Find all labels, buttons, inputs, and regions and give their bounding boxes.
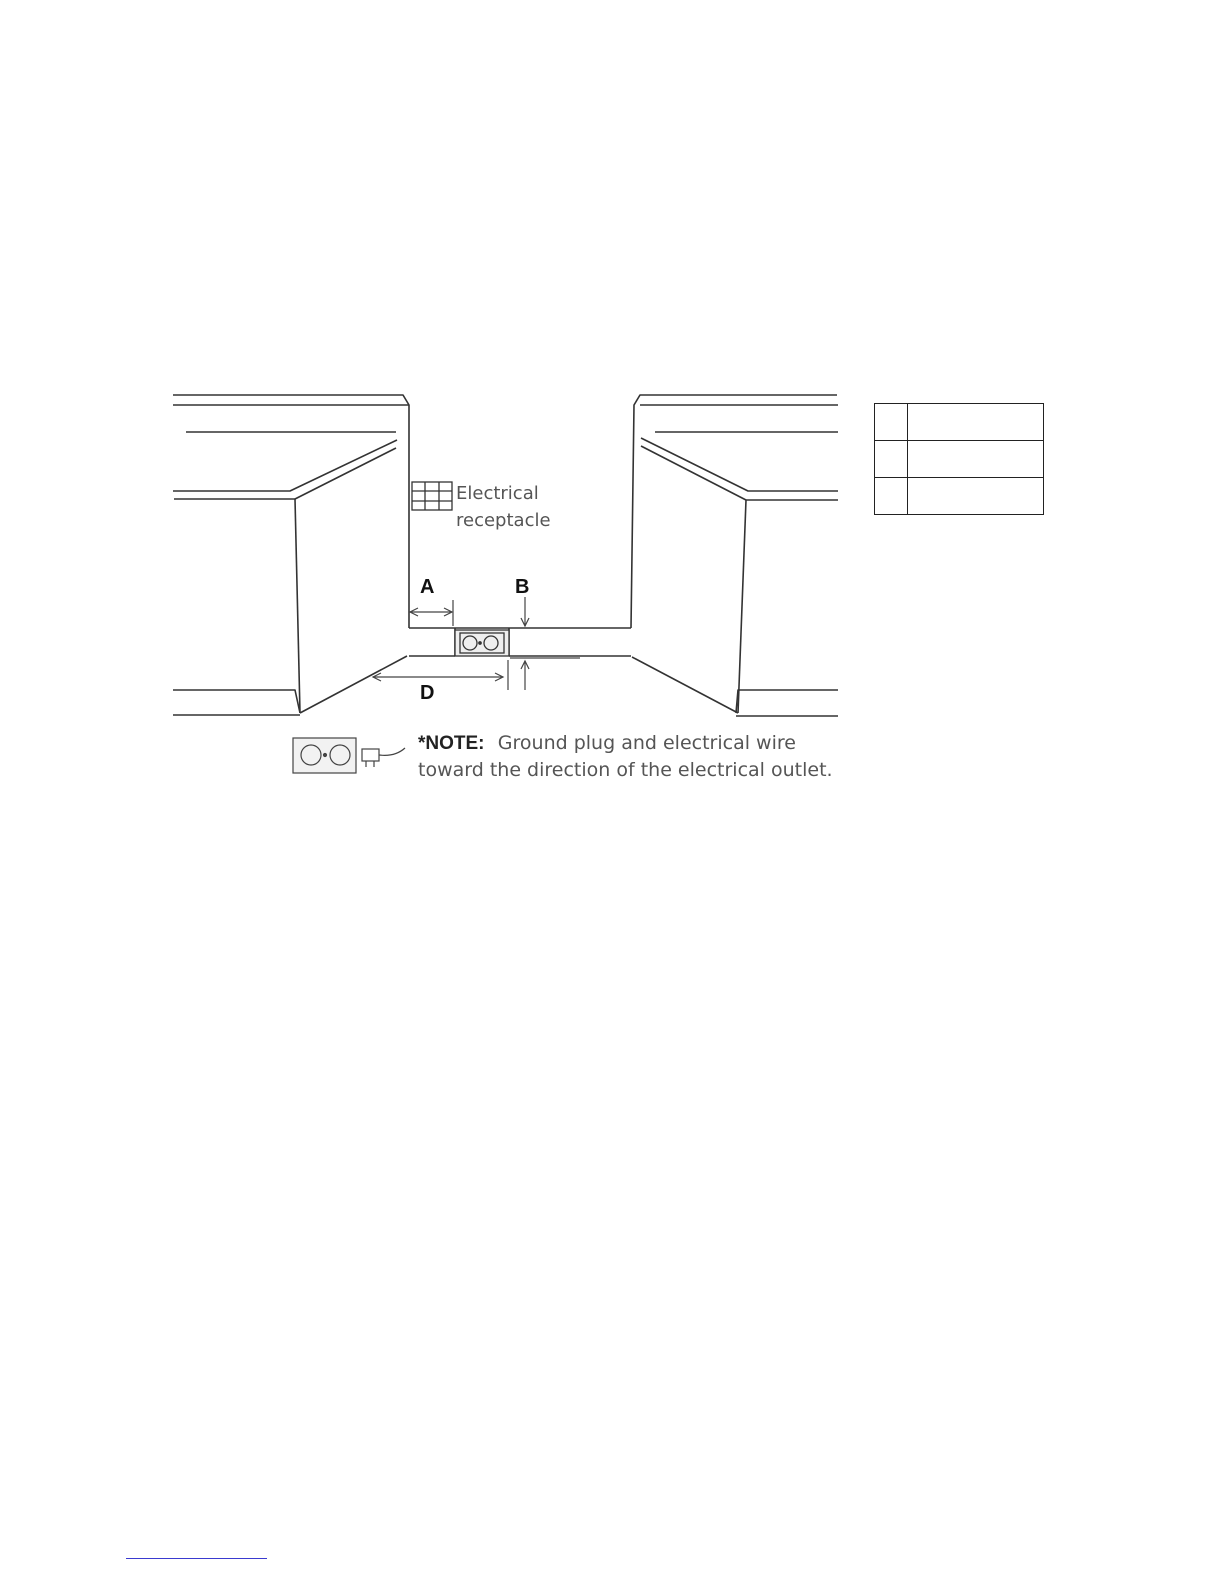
duplex-outlet-icon bbox=[293, 738, 356, 773]
table-value-cell bbox=[908, 404, 1044, 441]
right-cabinet bbox=[631, 395, 838, 716]
dimension-table bbox=[874, 403, 1044, 515]
baseboard bbox=[409, 628, 631, 656]
dimension-b-arrows bbox=[508, 597, 580, 690]
dimension-d-arrow bbox=[373, 673, 503, 681]
note-prefix: *NOTE: bbox=[418, 733, 485, 754]
table-key-cell bbox=[875, 478, 908, 515]
receptacle-grid-icon bbox=[412, 482, 452, 510]
table-row bbox=[875, 441, 1044, 478]
table-key-cell bbox=[875, 441, 908, 478]
table-value-cell bbox=[908, 441, 1044, 478]
marker-b: B bbox=[515, 576, 530, 598]
left-cabinet bbox=[173, 395, 409, 715]
note-line1: Ground plug and electrical wire bbox=[497, 732, 796, 754]
table-row bbox=[875, 404, 1044, 441]
wall-outlet-icon bbox=[455, 630, 509, 656]
plug-icon bbox=[362, 748, 405, 767]
table-row bbox=[875, 478, 1044, 515]
table-value-cell bbox=[908, 478, 1044, 515]
table-key-cell bbox=[875, 404, 908, 441]
footer-rule bbox=[126, 1558, 267, 1559]
dimension-a-arrow bbox=[410, 600, 453, 626]
note-line2: toward the direction of the electrical outlet. bbox=[418, 759, 833, 781]
note-text-line1 bbox=[418, 732, 796, 754]
receptacle-label-line2: receptacle bbox=[456, 510, 551, 531]
receptacle-label-line1: Electrical bbox=[456, 483, 539, 504]
marker-a: A bbox=[420, 576, 435, 598]
marker-d: D bbox=[420, 682, 435, 704]
